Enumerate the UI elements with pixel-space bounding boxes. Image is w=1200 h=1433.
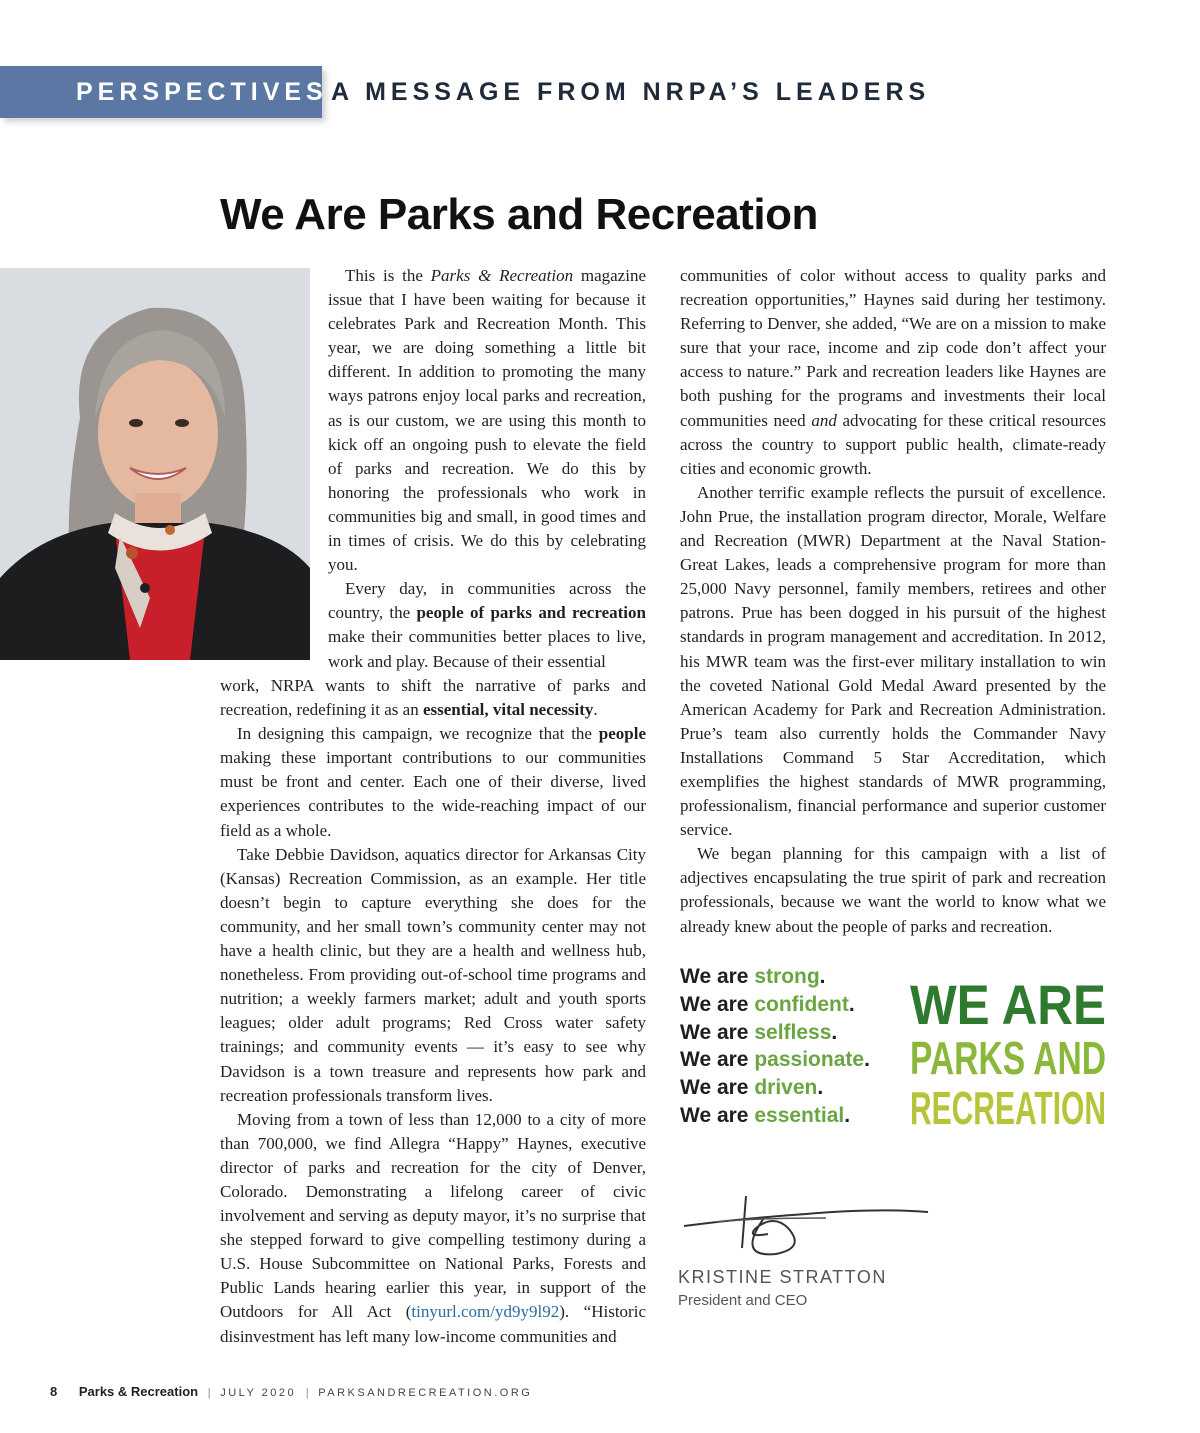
text-run: make their communities better places to live, work and play. Because of their essential [328, 627, 646, 671]
value-punct: . [848, 992, 855, 1016]
paragraph: We began planning for this campaign with a list of adjectives encapsulating the true spirit of park and recreation professionals, because we want the world to know what we already knew about the people of parks and recreation. [680, 844, 1106, 936]
value-punct: . [817, 1076, 824, 1100]
signer-name: KRISTINE STRATTON [678, 1267, 887, 1287]
logo-line-2: PARKS AND [910, 1032, 1106, 1084]
signature [676, 1188, 936, 1268]
emphasis: and [811, 410, 837, 430]
section-label: PERSPECTIVES [76, 78, 328, 106]
text-run: making these important contributions to our communities must be front and center. Each one of their diverse, lived experiences contributes to the wide-reaching impact of our field as a whole. [220, 748, 646, 840]
value-line [680, 1102, 900, 1130]
text-run: magazine issue that I have been waiting for because it celebrates Park and Recreation Month. This year, we are doing something a little bit different. In addition to promoting the many ways patrons enjoy local parks and recreation, as is our custom, we are using this month to kick off an ongoing push to elevate the field of parks and recreation. We do this by honoring the professionals who work in communities big and small, in good times and in times of crisis. We do this by celebrating you. [328, 266, 646, 575]
value-word: selfless [754, 1020, 832, 1044]
column-2 [680, 264, 1106, 939]
footer-separator: | [305, 1387, 309, 1399]
value-line [680, 991, 900, 1019]
paragraph [680, 264, 1106, 481]
value-word: strong [754, 965, 820, 988]
paragraph [328, 264, 646, 577]
footer-separator: | [207, 1387, 211, 1399]
value-word: essential [754, 1103, 845, 1127]
value-punct: . [864, 1048, 870, 1072]
value-word: passionate [754, 1048, 865, 1072]
paragraph: Take Debbie Davidson, aquatics director for Arkansas City (Kansas) Recreation Commission, as an example. Her title doesn’t begin to capture everything she does for the community, and her small town’s community center may not have a health clinic, but they are a health and wellness hub, nonetheless. From providing out-of-school time programs and nutrition; a weekly farmers market; adult and youth sports leagues; older adult programs; Red Cross water safety trainings; and community events — it’s easy to see why Davidson is a town treasure and represents how park and recreation professionals transform lives. [220, 844, 646, 1105]
value-prefix: We are [680, 1076, 749, 1100]
page-footer [50, 1384, 532, 1399]
paragraph [220, 1108, 646, 1349]
author-portrait [0, 268, 310, 660]
act-link[interactable]: tinyurl.com/yd9y9l92 [411, 1302, 560, 1322]
magazine-name: Parks & Recreation [78, 1384, 199, 1399]
signer-title: President and CEO [678, 1292, 808, 1309]
text-run: work, NRPA wants to shift the narrative of parks and recreation, redefining it as an [220, 676, 646, 720]
text-run: Every day, in communities across the country, the [328, 579, 646, 623]
emphasis: people [598, 724, 646, 744]
column-1-full [220, 674, 646, 1349]
text-run: . [593, 700, 598, 720]
value-line [680, 1074, 900, 1102]
emphasis: people of parks and recreation [416, 603, 646, 623]
column-1-wrap [328, 264, 646, 674]
campaign-logo [908, 966, 1108, 1134]
value-line [680, 963, 900, 991]
text-run: communities of color without access to quality parks and recreation opportunities,” Haynes said during her testimony. Referring to Denver, she added, “We are on a mission to make sure that your race, income and zip code don’t affect your access to nature.” Park and recreation leaders like Haynes are both pushing for the programs and investments their local communities need [680, 266, 1106, 430]
logo-line-3: RECREATION [910, 1082, 1106, 1134]
magazine-name: Parks & Recreation [430, 266, 574, 285]
value-word: driven [754, 1076, 818, 1100]
value-punct: . [819, 965, 826, 988]
paragraph [328, 577, 646, 673]
emphasis: essential, vital necessity [422, 700, 594, 720]
values-list [680, 963, 900, 1130]
text-run: In designing this campaign, we recognize that the [237, 724, 599, 744]
paragraph: Another terrific example reflects the pursuit of excellence. John Prue, the installation program director, Morale, Welfare and Recreation (MWR) Department at the Naval Station-Great Lakes, leads a comprehensive program for more than 25,000 Navy personnel, family members, retirees and other patrons. Prue has been dogged in his pursuit of the highest standards in program management and accreditation. In 2012, his MWR team was the first-ever military installation to win the coveted National Gold Medal Award presented by the American Academy for Park and Recreation Administration. Prue’s team also currently holds the Commander Navy Installations Command 5 Star Accreditation, which exemplifies the highest standards of MWR programming, professionalism, financial performance and superior customer service. [680, 482, 1106, 840]
value-line [680, 1019, 900, 1047]
page-title: We Are Parks and Recreation [220, 190, 818, 239]
logo-line-1: WE ARE [910, 973, 1106, 1036]
text-run: Moving from a town of less than 12,000 to a city of more than 700,000, we find Allegra “Happy” Haynes, executive director of parks and recreation for the city of Denver, Colorado. Demonstrating a lifelong career of civic involvement and serving as deputy mayor, it’s no surprise that she stepped forward to give compelling testimony during a U.S. House Subcommittee on National Parks, Forests and Public Lands hearing earlier this year, in support of the Outdoors for All Act ( [220, 1109, 646, 1322]
text-run: ). “Historic disinvestment has left many low-income communities and [220, 1302, 646, 1346]
section-subtitle: A MESSAGE FROM NRPA’S LEADERS [331, 78, 931, 106]
paragraph [220, 722, 646, 842]
paragraph [220, 674, 646, 722]
value-prefix: We are [680, 965, 749, 988]
text-run: This is the [345, 266, 431, 285]
value-prefix: We are [680, 992, 749, 1016]
value-prefix: We are [680, 1103, 749, 1127]
value-word: confident [754, 992, 849, 1016]
value-punct: . [831, 1020, 838, 1044]
value-prefix: We are [680, 1048, 749, 1072]
page-number: 8 [50, 1384, 58, 1399]
value-punct: . [844, 1103, 851, 1127]
website: PARKSANDRECREATION.ORG [318, 1387, 533, 1399]
text-run: advocating for these critical resources across the country to support public health, climate-ready cities and economic growth. [680, 410, 1106, 478]
issue-date: JULY 2020 [220, 1387, 297, 1399]
value-prefix: We are [680, 1020, 749, 1044]
value-line [680, 1046, 900, 1074]
